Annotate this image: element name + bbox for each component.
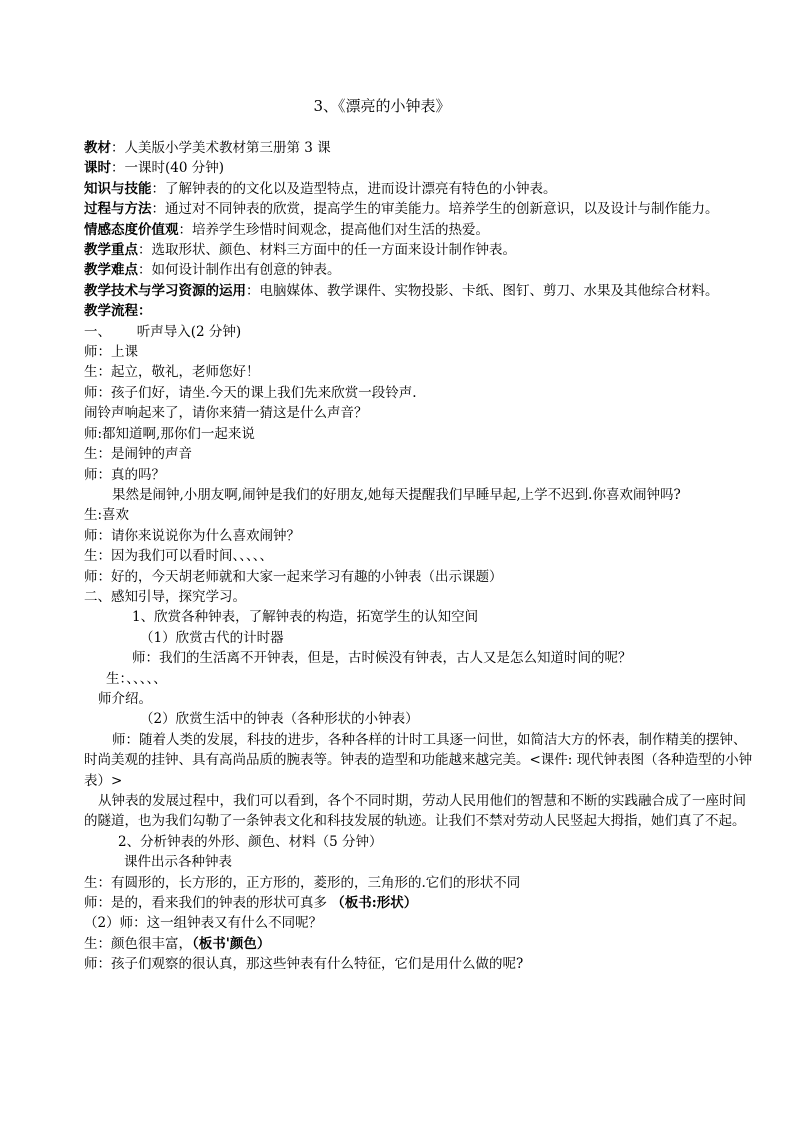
emotion-line: 情感态度价值观：培养学生珍惜时间观念，提高他们对生活的热爱。	[84, 221, 489, 238]
subsection-heading: 1、欣赏各种钟表，了解钟表的构造，拓宽学生的认知空间	[132, 609, 479, 626]
dialogue-line: 生:喜欢	[84, 507, 130, 524]
dialogue-line: （2）师：这一组钟表又有什么不同呢？	[84, 915, 323, 932]
dialogue-line: 师：孩子们观察的很认真，那这些钟表有什么特征，它们是用什么做的呢?	[84, 956, 524, 973]
dialogue-line: 课件出示各种钟表	[124, 854, 232, 871]
process-line: 过程与方法：通过对不同钟表的欣赏，提高学生的审美能力。培养学生的创新意识，以及设计与制作能力。	[84, 201, 719, 218]
subsection-item: （2）欣赏生活中的钟表（各种形状的小钟表）	[140, 711, 419, 728]
dialogue-line: 师：上课	[84, 344, 138, 361]
dialogue-line: 师：真的吗？	[84, 466, 165, 483]
dialogue-line: 生：、、、、、	[106, 670, 167, 687]
board-note: （板书:形状）	[331, 895, 418, 912]
material-line: 教材：人美版小学美术教材第三册第 3 课	[84, 140, 331, 156]
dialogue-line: 生：因为我们可以看时间、、、、、	[84, 548, 273, 565]
dialogue-line: 师：请你来说说你为什么喜欢闹钟？	[84, 527, 300, 544]
flow-heading: 教学流程：	[84, 303, 152, 320]
period-line: 课时：一课时(40 分钟)	[84, 160, 225, 177]
document-body	[84, 138, 756, 975]
section-heading: 一、 听声导入(2 分钟)	[84, 323, 242, 340]
dialogue-line: 果然是闹钟,小朋友啊,闹钟是我们的好朋友,她每天提醒我们早睡早起,上学不迟到.你喜欢闹钟吗?	[112, 486, 681, 503]
difficulty-line: 教学难点：如何设计制作出有创意的钟表。	[84, 262, 341, 279]
dialogue-line: 生：颜色很丰富，（板书'颜色）	[84, 935, 271, 952]
dialogue-line: 闹铃声响起来了，请你来猜一猜这是什么声音？	[84, 405, 368, 422]
board-note: （板书'颜色）	[192, 935, 271, 952]
dialogue-line: 师:都知道啊,那你们一起来说	[84, 425, 255, 442]
key-point-line: 教学重点：选取形状、颜色、材料三方面中的任一方面来设计制作钟表。	[84, 242, 516, 259]
paragraph: 师：随着人类的发展，科技的进步，各种各样的计时工具逐一问世，如简洁大方的怀表，制作精美的摆钟、时尚美观的挂钟、具有高尚品质的腕表等。钟表的造型和功能越来越完美。<课件: 现代钟表图（各种造型的小钟表）>	[84, 731, 753, 789]
dialogue-line: 师介绍。	[98, 690, 152, 707]
dialogue-line: 师：我们的生活离不开钟表，但是，古时候没有钟表，古人又是怎么知道时间的呢？	[132, 650, 632, 667]
dialogue-line: 师：是的，看来我们的钟表的形状可真多 （板书:形状）	[84, 895, 418, 912]
lesson-title: 3、《漂亮的小钟表》	[313, 97, 451, 115]
subsection-heading: 2、分析钟表的外形、颜色、材料（5 分钟）	[118, 833, 383, 850]
subsection-item: （1）欣赏古代的计时器	[140, 629, 284, 646]
dialogue-line: 生：有圆形的，长方形的，正方形的，菱形的，三角形的.它们的形状不同	[84, 874, 521, 891]
section-heading: 二、感知引导，探究学习。	[84, 588, 246, 605]
dialogue-line: 师：好的，今天胡老师就和大家一起来学习有趣的小钟表（出示课题）	[84, 568, 503, 585]
dialogue-line: 生：是闹钟的声音	[84, 446, 192, 463]
knowledge-line: 知识与技能：了解钟表的的文化以及造型特点，进而设计漂亮有特色的小钟表。	[84, 180, 557, 197]
dialogue-line: 师：孩子们好，请坐.今天的课上我们先来欣赏一段铃声.	[84, 384, 417, 401]
resources-line: 教学技术与学习资源的运用：电脑媒体、教学课件、实物投影、卡纸、图钉、剪刀、水果及其他综合材料。	[84, 282, 719, 299]
dialogue-line: 生：起立，敬礼，老师您好！	[84, 364, 260, 381]
paragraph: 从钟表的发展过程中，我们可以看到，各个不同时期，劳动人民用他们的智慧和不断的实践融合成了一座时间的隧道，也为我们勾勒了一条钟表文化和科技发展的轨迹。让我们不禁对劳动人民竖起大拇指，她们真了不起。	[84, 793, 746, 830]
